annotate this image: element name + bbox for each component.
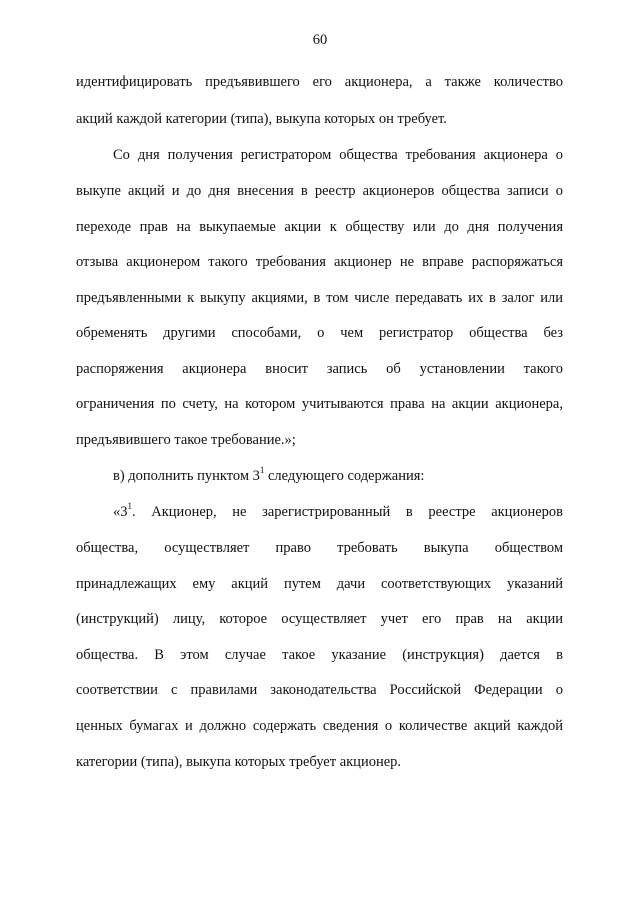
text-line: обременять другими способами, о чем регистратор общества без: [76, 325, 563, 341]
text-line: ограничения по счету, на котором учитываются права на акции акционера,: [76, 396, 563, 412]
text-line: акций каждой категории (типа), выкупа которых он требует.: [76, 111, 447, 127]
amendment-line: [113, 466, 563, 486]
text-line: общества. В этом случае такое указание (инструкция) дается в: [76, 647, 563, 663]
paragraph-first-line: Со дня получения регистратором общества требования акционера о: [113, 147, 563, 163]
text-line: (инструкций) лицу, которое осуществляет учет его прав на акции: [76, 611, 563, 627]
new-point-first-line: [113, 502, 563, 522]
text-line: предъявившего такое требование.»;: [76, 432, 296, 448]
text-line: отзыва акционером такого требования акционер не вправе распоряжаться: [76, 254, 563, 270]
new-point-number: «3: [113, 504, 128, 520]
page-number: 60: [312, 32, 328, 48]
amendment-text-after: следующего содержания:: [264, 468, 425, 484]
text-line: выкупе акций и до дня внесения в реестр акционеров общества записи о: [76, 183, 563, 199]
text-line: общества, осуществляет право требовать выкупа обществом: [76, 540, 563, 556]
amendment-text-before: в) дополнить пунктом 3: [113, 468, 260, 484]
text-line: идентифицировать предъявившего его акционера, а также количество: [76, 74, 563, 90]
new-point-text: . Акционер, не зарегистрированный в реестре акционеров: [132, 504, 563, 520]
text-line: распоряжения акционера вносит запись об установлении такого: [76, 361, 563, 377]
text-line: переходе прав на выкупаемые акции к обществу или до дня получения: [76, 219, 563, 235]
text-line: соответствии с правилами законодательства Российской Федерации о: [76, 682, 563, 698]
text-line: предъявленными к выкупу акциями, в том числе передавать их в залог или: [76, 290, 563, 306]
text-line: ценных бумагах и должно содержать сведения о количестве акций каждой: [76, 718, 563, 734]
superscript: 1: [127, 501, 132, 512]
superscript: 1: [259, 465, 265, 476]
text-line: принадлежащих ему акций путем дачи соответствующих указаний: [76, 576, 563, 592]
text-line: категории (типа), выкупа которых требует акционер.: [76, 754, 402, 770]
